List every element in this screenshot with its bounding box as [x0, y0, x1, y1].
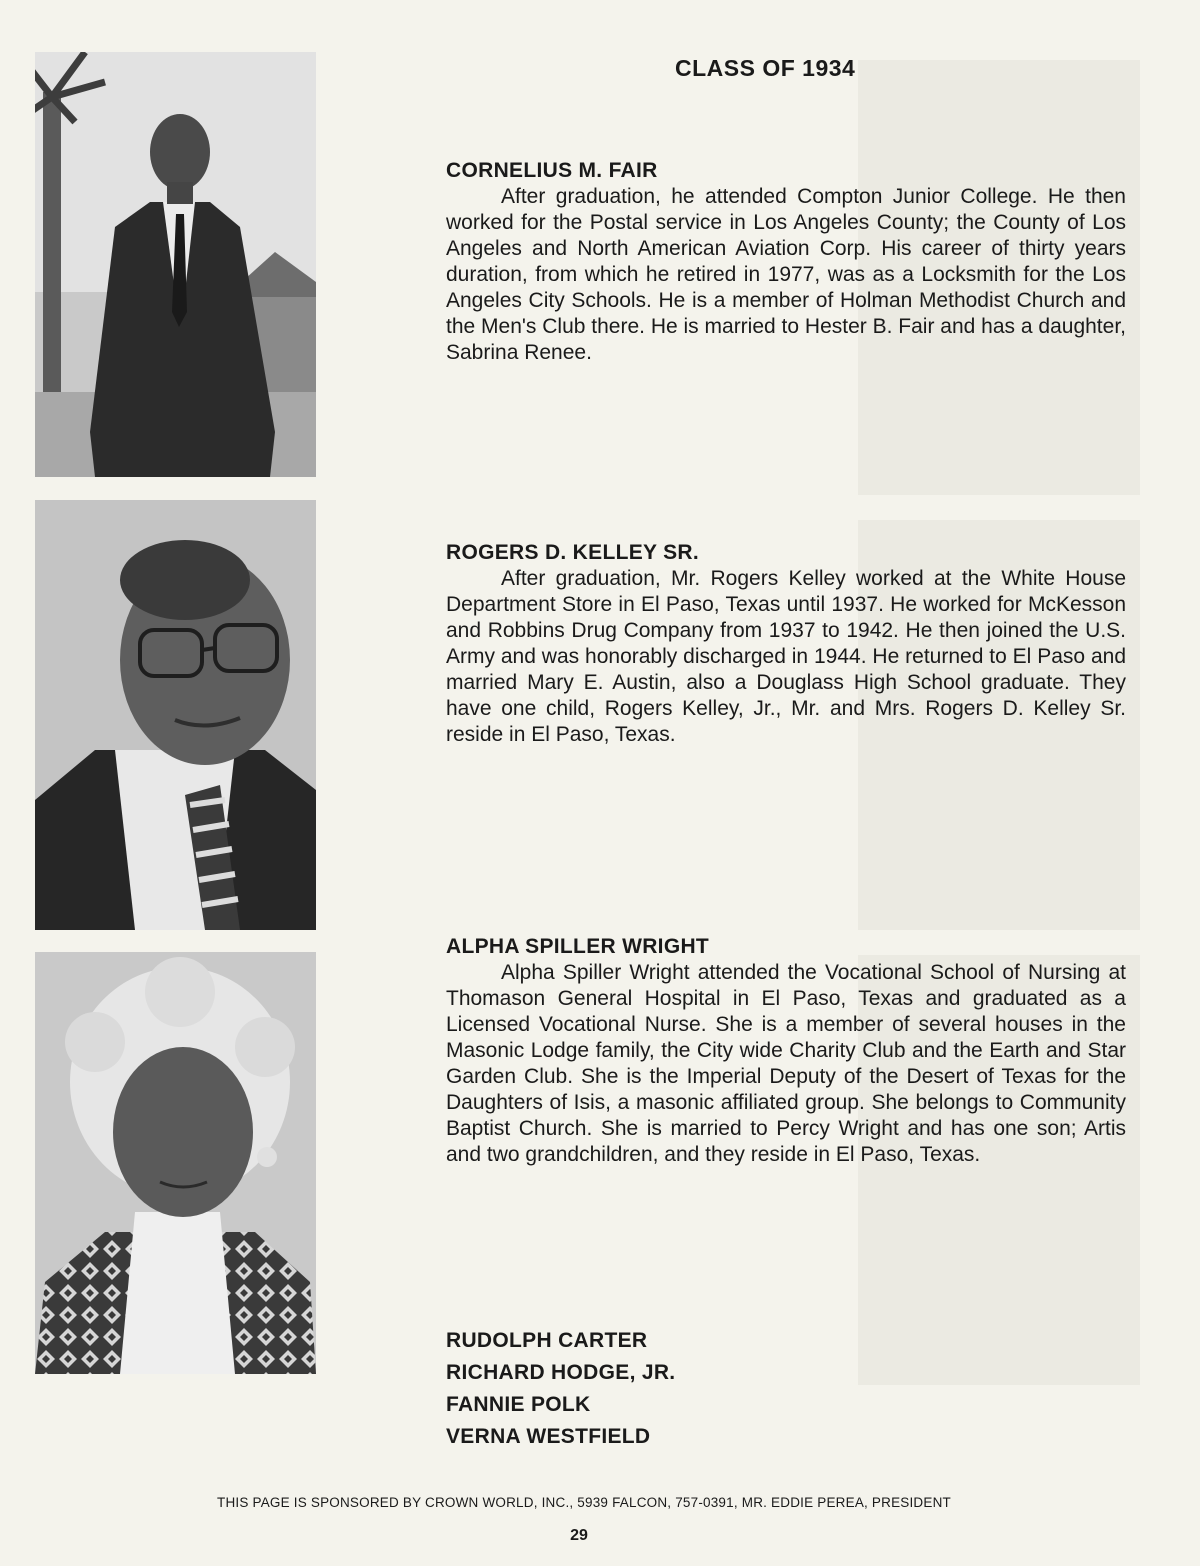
- other-members-list: [446, 1325, 675, 1453]
- profile-bio: After graduation, Mr. Rogers Kelley worked at the White House Department Store in El Paso, Texas until 1937. He worked for McKesson and Robbins Drug Company from 1937 to 1942. He then joined the U.S. Army and was honorably discharged in 1944. He returned to El Paso and married Mary E. Austin, also a Douglass High School graduate. They have one child, Rogers Kelley, Jr., Mr. and Mrs. Rogers D. Kelley Sr. reside in El Paso, Texas.: [446, 567, 1126, 746]
- profile-name: ROGERS D. KELLEY SR.: [446, 541, 699, 564]
- list-item: VERNA WESTFIELD: [446, 1425, 651, 1448]
- photo-cornelius-fair: [35, 52, 316, 477]
- list-item: RICHARD HODGE, JR.: [446, 1361, 676, 1384]
- profile-alpha-wright: [446, 934, 1126, 1168]
- profile-rogers-kelley: [446, 540, 1126, 748]
- profile-bio: After graduation, he attended Compton Junior College. He then worked for the Postal service in Los Angeles County; the County of Los Angeles and North American Aviation Corp. His career of thirty years duration, from which he retired in 1977, was as a Locksmith for the Los Angeles City Schools. He is a member of Holman Methodist Church and the Men's Club there. He is married to Hester B. Fair and has a daughter, Sabrina Renee.: [446, 185, 1126, 364]
- profile-cornelius-fair: [446, 158, 1126, 366]
- photo-alpha-wright: [35, 952, 316, 1374]
- sponsor-line: THIS PAGE IS SPONSORED BY CROWN WORLD, INC., 5939 FALCON, 757-0391, MR. EDDIE PEREA, PRESIDENT: [217, 1495, 951, 1510]
- profile-name: CORNELIUS M. FAIR: [446, 159, 658, 182]
- profile-bio: Alpha Spiller Wright attended the Vocational School of Nursing at Thomason General Hospital in El Paso, Texas and graduated as a Licensed Vocational Nurse. She is a member of several houses in the Masonic Lodge family, the City wide Charity Club and the Earth and Star Garden Club. She is the Imperial Deputy of the Desert of Texas for the Daughters of Isis, a masonic affiliated group. She belongs to Community Baptist Church. She is married to Percy Wright and has one son; Artis and two grandchildren, and they reside in El Paso, Texas.: [446, 961, 1126, 1166]
- photo-rogers-kelley: [35, 500, 316, 930]
- list-item: FANNIE POLK: [446, 1393, 591, 1416]
- profile-name: ALPHA SPILLER WRIGHT: [446, 935, 710, 958]
- page-title: CLASS OF 1934: [675, 55, 856, 81]
- page-number: 29: [570, 1527, 588, 1544]
- list-item: RUDOLPH CARTER: [446, 1329, 648, 1352]
